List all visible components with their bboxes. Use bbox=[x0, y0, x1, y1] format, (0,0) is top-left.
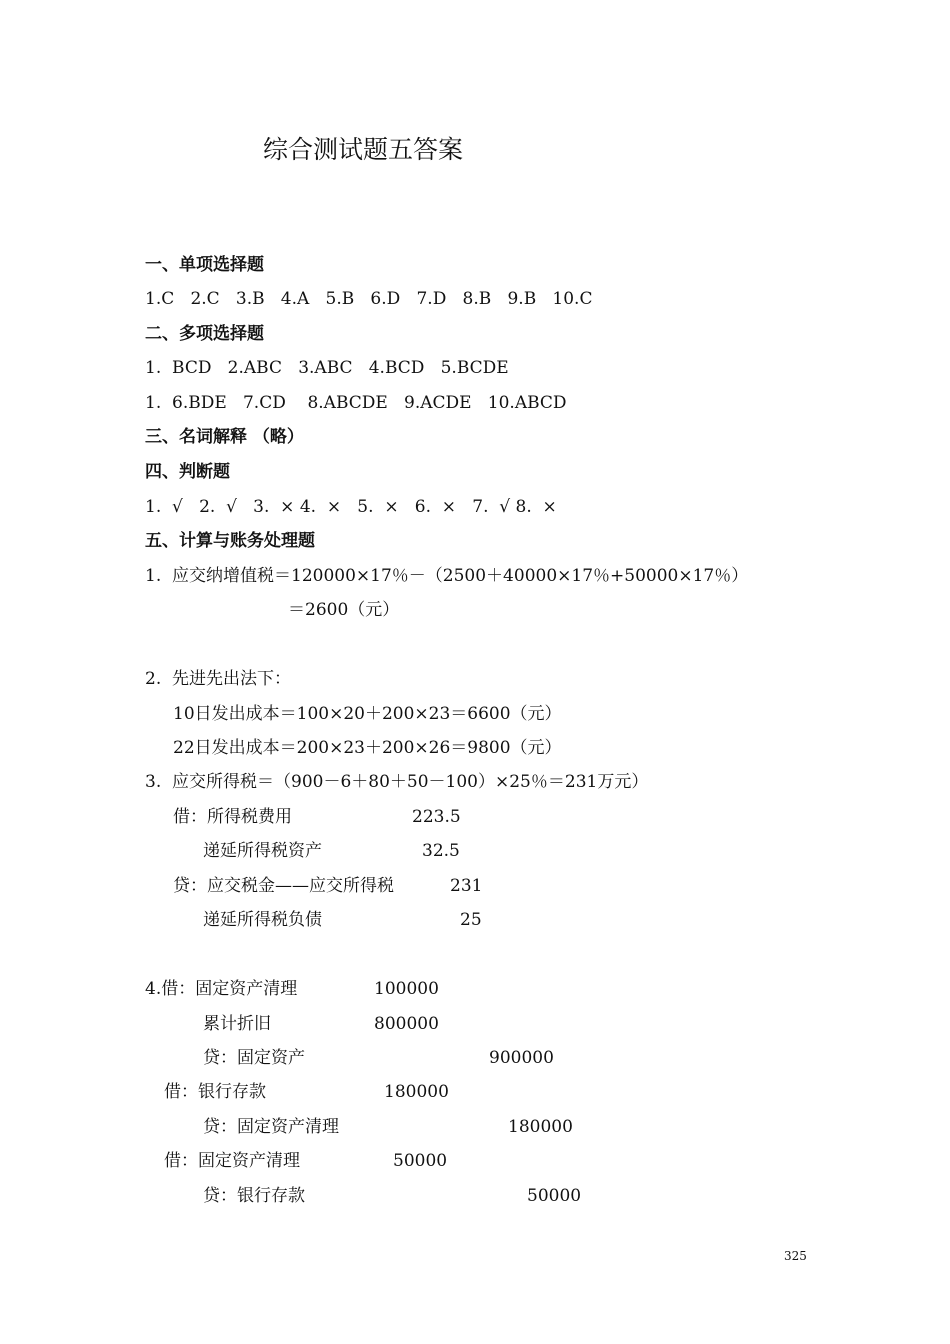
q3-entry-4-label: 递延所得税负债 bbox=[203, 910, 322, 930]
q4-entry-6-amount: 50000 bbox=[393, 1151, 448, 1171]
q3-entry-1-label: 借：所得税费用 bbox=[173, 807, 292, 827]
section-heading-true-false: 四、判断题 bbox=[145, 462, 230, 482]
q3-line-1: 3. 应交所得税＝（900－6＋80＋50－100）×25％＝231万元） bbox=[145, 772, 649, 792]
q4-entry-1-amount: 100000 bbox=[374, 979, 439, 999]
q3-entry-3-label: 贷：应交税金——应交所得税 bbox=[173, 876, 394, 896]
q4-entry-7-label: 贷：银行存款 bbox=[203, 1186, 305, 1206]
q2-line-3: 22日发出成本＝200×23＋200×26＝9800（元） bbox=[173, 738, 562, 758]
page-title: 综合测试题五答案 bbox=[263, 135, 464, 164]
q3-entry-2-label: 递延所得税资产 bbox=[203, 841, 322, 861]
multiple-choice-answers-line-1: 1. BCD 2.ABC 3.ABC 4.BCD 5.BCDE bbox=[145, 358, 509, 378]
section-heading-calculation: 五、计算与账务处理题 bbox=[145, 531, 315, 551]
q4-entry-5-label: 贷：固定资产清理 bbox=[203, 1117, 339, 1137]
q4-entry-4-amount: 180000 bbox=[384, 1082, 449, 1102]
q3-entry-2-amount: 32.5 bbox=[422, 841, 460, 861]
q4-entry-1-label: 4.借：固定资产清理 bbox=[145, 979, 298, 999]
q4-entry-3-amount: 900000 bbox=[489, 1048, 554, 1068]
single-choice-answers: 1.C 2.C 3.B 4.A 5.B 6.D 7.D 8.B 9.B 10.C bbox=[145, 289, 593, 309]
q1-line-2: ＝2600（元） bbox=[288, 600, 400, 620]
q3-entry-1-amount: 223.5 bbox=[412, 807, 461, 827]
q4-entry-7-amount: 50000 bbox=[527, 1186, 582, 1206]
true-false-answers: 1. √ 2. √ 3. × 4. × 5. × 6. × 7. √ 8. × bbox=[145, 497, 557, 517]
q4-entry-2-label: 累计折旧 bbox=[203, 1014, 271, 1034]
q3-entry-3-amount: 231 bbox=[450, 876, 483, 896]
q4-entry-6-label: 借：固定资产清理 bbox=[164, 1151, 300, 1171]
q4-entry-3-label: 贷：固定资产 bbox=[203, 1048, 305, 1068]
multiple-choice-answers-line-2: 1. 6.BDE 7.CD 8.ABCDE 9.ACDE 10.ABCD bbox=[145, 393, 567, 413]
section-heading-term-explanation: 三、名词解释 （略） bbox=[145, 427, 304, 447]
page-number: 325 bbox=[784, 1249, 807, 1263]
q1-line-1: 1. 应交纳增值税＝120000×17％－（2500＋40000×17％+50000×17％） bbox=[145, 566, 749, 586]
q2-line-1: 2. 先进先出法下： bbox=[145, 669, 292, 689]
q4-entry-4-label: 借：银行存款 bbox=[164, 1082, 266, 1102]
q4-entry-2-amount: 800000 bbox=[374, 1014, 439, 1034]
q4-entry-5-amount: 180000 bbox=[508, 1117, 573, 1137]
section-heading-multiple-choice: 二、多项选择题 bbox=[145, 324, 264, 344]
section-heading-single-choice: 一、单项选择题 bbox=[145, 255, 264, 275]
q3-entry-4-amount: 25 bbox=[460, 910, 482, 930]
q2-line-2: 10日发出成本＝100×20＋200×23＝6600（元） bbox=[173, 704, 562, 724]
